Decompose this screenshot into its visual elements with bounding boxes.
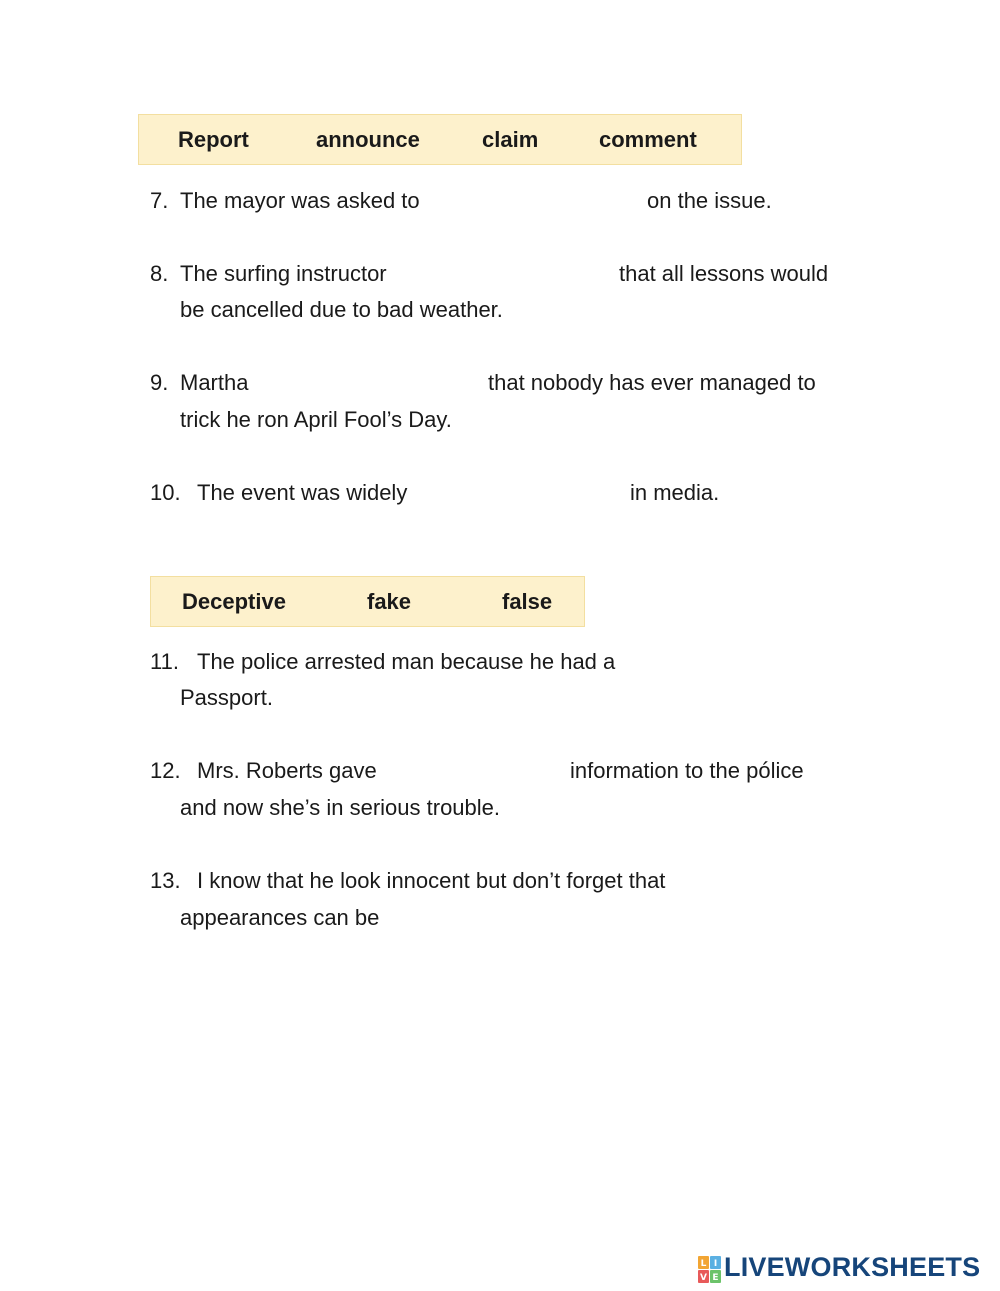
question-text: trick he ron April Fool’s Day.: [180, 407, 452, 432]
question-text: in media.: [630, 480, 720, 505]
answer-blank[interactable]: [396, 903, 596, 933]
answer-blank[interactable]: [650, 647, 850, 677]
word-bank-1: [138, 114, 742, 165]
word-bank-item: fake: [367, 588, 412, 614]
logo-letter: I: [713, 1259, 718, 1269]
question-text: appearances can be: [180, 905, 380, 930]
question-number: 8.: [150, 261, 169, 286]
logo-letter: V: [700, 1273, 707, 1283]
word-bank-item: Deceptive: [182, 588, 286, 614]
answer-blank[interactable]: [430, 478, 622, 508]
brand-name: LIVEWORKSHEETS: [724, 1252, 981, 1282]
word-bank-item: Report: [178, 126, 249, 152]
question-number: 13.: [150, 868, 181, 893]
question-text: I know that he look innocent but don’t forget that: [197, 868, 666, 893]
question-text: and now she’s in serious trouble.: [180, 795, 501, 820]
question-text: Mrs. Roberts gave: [197, 758, 377, 783]
question-text: Passport.: [180, 685, 273, 710]
liveworksheets-logo-icon: [698, 1256, 722, 1284]
question-text: The event was widely: [197, 480, 408, 505]
question-text: The mayor was asked to: [180, 188, 420, 213]
question-text: that all lessons would: [619, 261, 829, 286]
answer-blank[interactable]: [440, 186, 640, 216]
word-bank-item: comment: [599, 126, 697, 152]
question-text: The surfing instructor: [180, 261, 387, 286]
word-bank-2: [150, 576, 585, 627]
answer-blank[interactable]: [265, 368, 480, 398]
word-bank-item: claim: [482, 126, 539, 152]
question-text: on the issue.: [647, 188, 772, 213]
word-bank-item: false: [502, 588, 553, 614]
logo-letter: L: [700, 1259, 707, 1269]
question-number: 9.: [150, 370, 169, 395]
question-number: 10.: [150, 480, 181, 505]
question-text: be cancelled due to bad weather.: [180, 297, 503, 322]
question-number: 11.: [150, 649, 179, 674]
question-text: Martha: [180, 370, 249, 395]
question-number: 7.: [150, 188, 169, 213]
answer-blank[interactable]: [393, 756, 563, 786]
word-bank-item: announce: [316, 126, 420, 152]
question-text: that nobody has ever managed to: [488, 370, 816, 395]
question-number: 12.: [150, 758, 181, 783]
logo-letter: E: [712, 1273, 719, 1283]
question-text: The police arrested man because he had a: [197, 649, 616, 674]
question-text: information to the pólice: [570, 758, 804, 783]
answer-blank[interactable]: [412, 259, 612, 289]
